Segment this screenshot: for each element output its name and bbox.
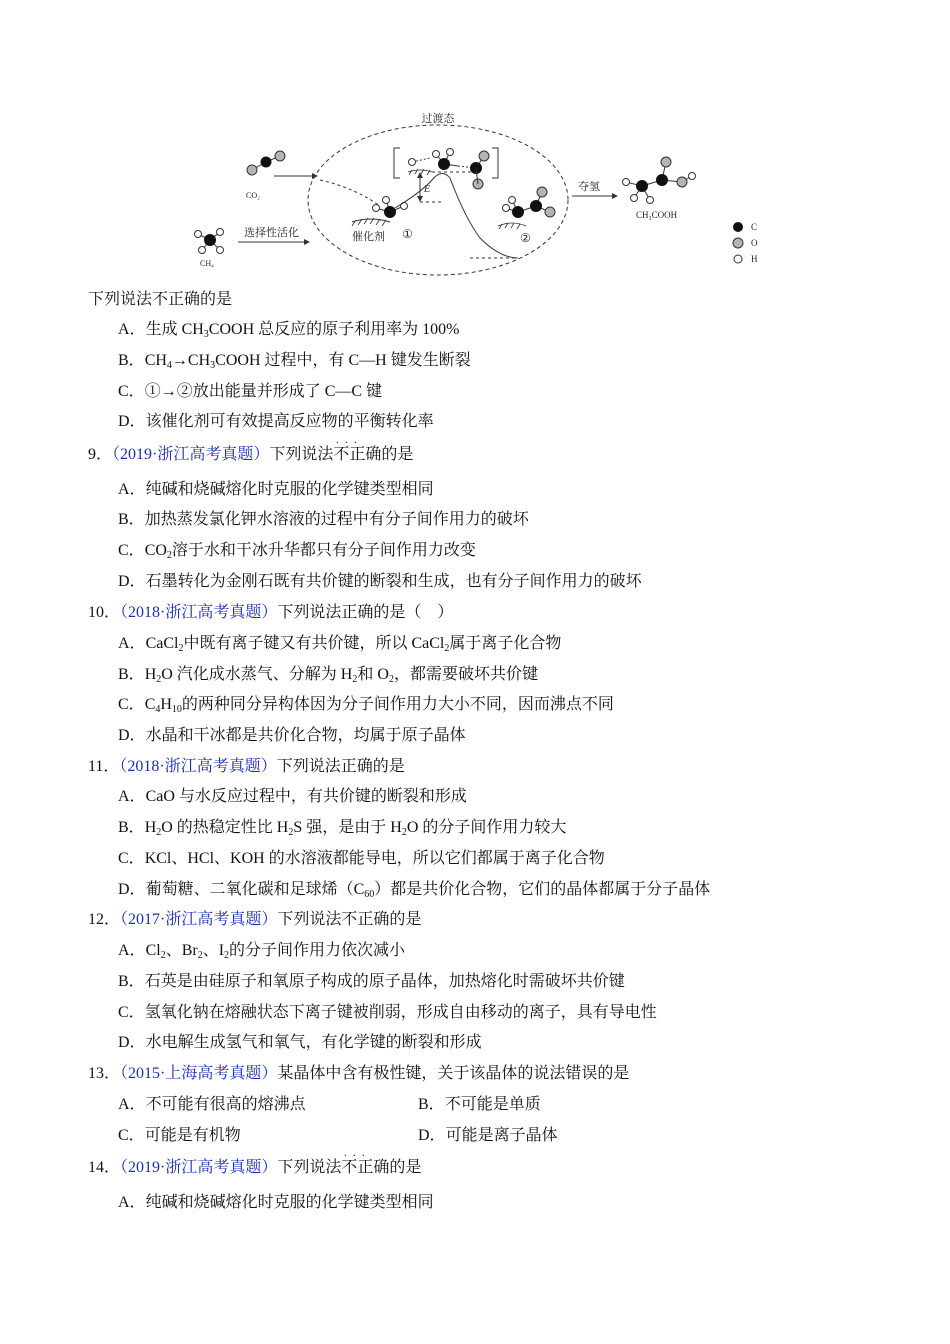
legend-carbon-label: C	[751, 222, 758, 232]
q10-option-a: A．CaCl$_2$中既有离子键又有共价键，所以 CaCl$_2$属于离子化合物	[118, 635, 562, 654]
q13-option-d: D．可能是离子晶体	[418, 1127, 558, 1144]
abstract-h-label: 夺氢	[578, 180, 600, 193]
q10-source: （2018·浙江高考真题）	[120, 604, 278, 621]
q9-option-d: D．石墨转化为金刚石既有共价键的断裂和生成，也有分子间作用力的破坏	[118, 573, 642, 590]
step1-label: ①	[402, 227, 413, 241]
atom-legend	[733, 222, 758, 264]
q13-option-b: B．不可能是单质	[418, 1096, 541, 1113]
catalyst-label: 催化剂	[352, 230, 385, 243]
transition-state-complex	[409, 149, 490, 190]
q8-stem: 下列说法不正确的是	[88, 291, 233, 308]
q9-option-b: B．加热蒸发氯化钾水溶液的过程中有分子间作用力的破坏	[118, 511, 529, 528]
q12-source: （2017·浙江高考真题）	[120, 911, 278, 928]
q11-option-b: B．$H_2O$ 的热稳定性比 $H_2S$ 强，是由于 $H_2O$ 的分子间作用力较大	[118, 819, 567, 838]
q13-option-a: A．不可能有很高的熔沸点	[118, 1096, 306, 1113]
q10-stem: 10．（2018·浙江高考真题）下列说法正确的是（ ）	[88, 604, 454, 621]
q11-option-c: C．KCl、HCl、KOH 的水溶液都能导电，所以它们都属于离子化合物	[118, 850, 605, 867]
legend-hydrogen-label: H	[751, 254, 758, 264]
co2-label: CO₂	[246, 191, 260, 200]
q12-option-c: C．氢氧化钠在熔融状态下离子键被削弱，形成自由移动的离子，具有导电性	[118, 1004, 657, 1021]
energy-profile-curve	[395, 173, 518, 258]
q10-option-c: C．$C_4H_{10}$的两种同分异构体因为分子间作用力大小不同，因而沸点不同	[118, 696, 614, 715]
co2-molecule	[247, 151, 285, 175]
q10-option-b: B．$H_2O$ 汽化成水蒸气、分解为 $H_2$和 $O_2$，都需要破坏共价键	[118, 666, 538, 685]
energy-label: E	[424, 184, 431, 195]
ch4-label: CH₄	[200, 259, 214, 268]
catalyst-surface-1	[352, 219, 390, 222]
q13-source: （2015·上海高考真题）	[120, 1065, 278, 1082]
transition-region-ellipse	[308, 125, 568, 275]
q11-stem: 11．（2018·浙江高考真题）下列说法正确的是	[88, 758, 405, 775]
transition-state-label: 过渡态	[421, 112, 455, 125]
q14-stem: 14．（2019·浙江高考真题）下列说法· · · 不正确的是	[88, 1158, 421, 1178]
transition-bracket-right	[492, 148, 498, 178]
q12-option-d: D．水电解生成氢气和氧气，有化学键的断裂和形成	[118, 1034, 482, 1051]
q13-stem: 13．（2015·上海高考真题）某晶体中含有极性键，关于该晶体的说法错误的是	[88, 1065, 630, 1082]
reaction-mechanism-figure	[180, 108, 780, 283]
q9-option-c: C．$CO_2$溶于水和干冰升华都只有分子间作用力改变	[118, 542, 476, 561]
legend-oxygen-label: O	[751, 238, 758, 248]
q11-source: （2018·浙江高考真题）	[119, 758, 277, 775]
co2-approach-curve	[320, 180, 380, 206]
product-label: CH₃COOH	[636, 210, 678, 220]
q12-option-b: B．石英是由硅原子和氧原子构成的原子晶体，加热熔化时需破坏共价键	[118, 973, 625, 990]
q13-option-c: C．可能是有机物	[118, 1127, 241, 1144]
q9-source: （2019·浙江高考真题）	[112, 446, 270, 463]
q8-option-b: B．$CH_4\to CH_3COOH$ 过程中，有 C—H 键发生断裂	[118, 352, 471, 371]
ch4-molecule	[195, 229, 224, 254]
q9-option-a: A．纯碱和烧碱熔化时克服的化学键类型相同	[118, 481, 434, 498]
acetic-acid-molecule	[623, 157, 696, 204]
q9-stem: 9．（2019·浙江高考真题）下列说法· · · 不正确的是	[88, 445, 413, 465]
q8-option-d: D．该催化剂可有效提高反应物的平衡转化率	[118, 413, 434, 430]
q11-option-a: A．CaO 与水反应过程中，有共价键的断裂和形成	[118, 788, 467, 805]
step2-label: ②	[520, 231, 531, 245]
q14-source: （2019·浙江高考真题）	[120, 1159, 278, 1176]
q8-option-a: A．生成 $CH_3COOH$ 总反应的原子利用率为 100%	[118, 321, 460, 340]
q11-option-d: D．葡萄糖、二氧化碳和足球烯$(C_{60})$都是共价化合物，它们的晶体都属于分子晶体	[118, 881, 711, 900]
q12-stem: 12．（2017·浙江高考真题）下列说法不正确的是	[88, 911, 422, 928]
transition-bracket-left	[394, 148, 400, 178]
q10-option-d: D．水晶和干冰都是共价化合物，均属于原子晶体	[118, 727, 466, 744]
selective-activation-label: 选择性活化	[244, 226, 299, 239]
adsorbed-ch3-molecule	[373, 197, 408, 219]
q12-option-a: A．$Cl_2$、$Br_2$、$I_2$的分子间作用力依次减小	[118, 942, 406, 961]
q8-option-c: C．①→②放出能量并形成了 C—C 键	[118, 383, 383, 400]
q14-option-a: A．纯碱和烧碱熔化时克服的化学键类型相同	[118, 1194, 434, 1211]
adsorbed-acetate-molecule	[503, 187, 556, 218]
